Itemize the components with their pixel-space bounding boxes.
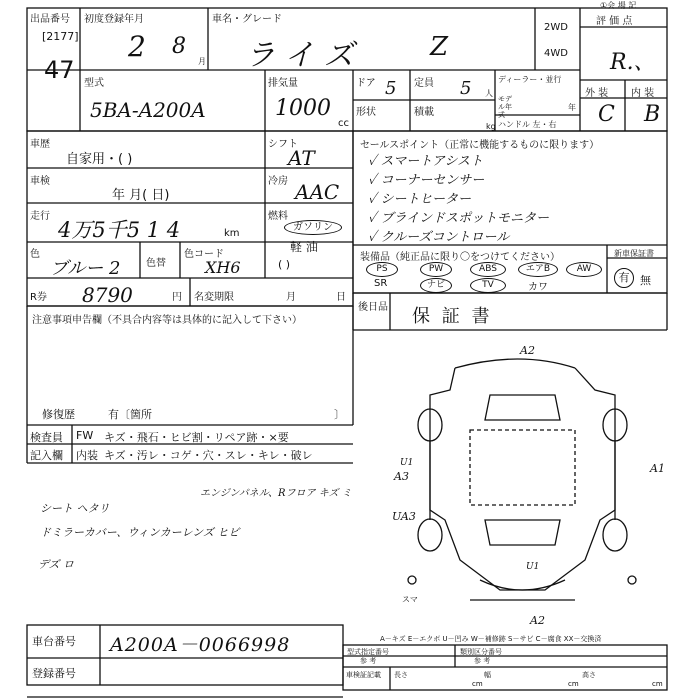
- grade: Z: [430, 32, 449, 62]
- inspection-value: 年 月( 日): [112, 188, 170, 203]
- type-designation-label: 型式指定番号: [347, 648, 389, 656]
- color-value: ブルー 2: [50, 258, 121, 279]
- cc-unit: cc: [338, 118, 349, 129]
- eval-score: R.、: [610, 50, 656, 75]
- inspector-interior: 内装: [76, 449, 98, 462]
- dealer-label: ディーラー・並行: [498, 75, 562, 84]
- length-cm: cm: [472, 680, 483, 688]
- color-label: 色: [30, 249, 40, 260]
- list-item: ✓ コーナーセンサー: [368, 173, 485, 188]
- note-line-1: シート ヘタリ: [40, 502, 110, 515]
- capacity-label: 定員: [414, 78, 434, 89]
- model-code: 5BA-A200A: [90, 98, 206, 122]
- capacity: 5: [460, 78, 472, 99]
- damage-mark: A2: [530, 614, 545, 627]
- equip-navi: ナビ: [420, 278, 452, 293]
- equip-airbag: エアB: [518, 262, 558, 277]
- interior-label: 内 装: [631, 88, 655, 99]
- car-name: ライズ: [245, 38, 364, 73]
- fuel-gasoline: ガソリン: [284, 220, 342, 235]
- scratch-note: スマ: [402, 595, 418, 604]
- list-item: ✓ シートヒーター: [368, 192, 472, 207]
- first-reg-label: 初度登録年月: [84, 14, 144, 25]
- history-value: 自家用・( ): [66, 152, 133, 167]
- damage-mark: U1: [526, 562, 540, 572]
- handle-label: ハンドル 左・右: [498, 120, 557, 129]
- fuel-label: 燃料: [268, 211, 288, 222]
- car-diagram: [408, 359, 636, 600]
- list-item: ✓ ブラインドスポットモニター: [368, 211, 550, 226]
- inspector-label: 検査員: [30, 431, 63, 444]
- recycle-label: R券: [30, 292, 47, 303]
- width-cm: cm: [568, 680, 579, 688]
- chassis-number: A200A－0066998: [110, 634, 291, 656]
- repair-label: 修復歴: [42, 408, 75, 421]
- displacement: 1000: [275, 96, 331, 121]
- yen-unit: 円: [172, 292, 182, 303]
- inspector-row1: キズ・飛石・ヒビ割・リペア跡・×要: [104, 431, 289, 444]
- color-swap-label: 色替: [146, 258, 166, 269]
- exterior-grade: C: [598, 102, 615, 127]
- nc-day: 日: [336, 292, 346, 303]
- width-label: 幅: [484, 671, 491, 679]
- name-change-label: 名変期限: [194, 292, 234, 303]
- shift-label: シフト: [268, 139, 298, 150]
- inspector-label2: 記入欄: [30, 449, 63, 462]
- equip-leather: カワ: [528, 282, 548, 293]
- equip-abs: ABS: [470, 262, 506, 277]
- note-line-1b: エンジンパネル、Rフロア キズ ミ: [200, 488, 352, 499]
- after-items-label: 後日品: [358, 302, 388, 313]
- top-right-note: ①会 場 記: [600, 1, 637, 10]
- type-ref-label: 参 考: [360, 657, 377, 665]
- car-label: 車名・グレード: [212, 14, 282, 25]
- list-item: ✓ クルーズコントロール: [368, 230, 510, 245]
- shape-label: 形状: [356, 107, 376, 118]
- sales-points-label: セールスポイント（正常に機能するものに限ります）: [360, 140, 600, 151]
- note-line-3: デズ ロ: [38, 558, 75, 571]
- drive-4wd: 4WD: [544, 48, 568, 59]
- doors-label: ドア: [356, 78, 376, 89]
- km-unit: km: [224, 228, 240, 239]
- damage-mark: A3: [394, 470, 409, 483]
- inspection-label: 車検: [30, 176, 50, 187]
- reg-month: 8: [172, 34, 186, 59]
- interior-grade: B: [644, 102, 661, 127]
- size-ref-label: 車検証記載: [346, 671, 381, 679]
- equip-sr: SR: [374, 278, 388, 289]
- repair-close: 〕: [334, 408, 345, 421]
- repair-value: 有〔箇所: [108, 408, 152, 421]
- equip-ps: PS: [366, 262, 398, 277]
- inspector-fw: FW: [76, 429, 94, 442]
- fuel-diesel: 軽 油: [290, 240, 318, 254]
- warranty-label: 新車保証書: [614, 249, 654, 258]
- history-label: 車歴: [30, 139, 50, 150]
- ref-number: [2177]: [42, 30, 79, 43]
- mileage-label: 走行: [30, 211, 50, 222]
- year-unit: 年: [568, 103, 576, 112]
- note-line-2: ドミラーカバー、ウィンカーレンズ ヒビ: [40, 526, 240, 539]
- category-label: 類別区分番号: [460, 648, 502, 656]
- damage-mark: A1: [650, 462, 665, 475]
- equipment-label: 装備品（純正品に限り〇をつけてください）: [360, 252, 560, 263]
- doors: 5: [385, 78, 397, 99]
- reg-year: 2: [128, 30, 146, 63]
- inspector-row2: キズ・汚レ・コゲ・穴・スレ・キレ・破レ: [104, 449, 313, 462]
- exterior-label: 外 装: [585, 88, 609, 99]
- disp-label: 排気量: [268, 78, 298, 89]
- fuel-other: ( ): [278, 258, 291, 271]
- equip-pw: PW: [420, 262, 452, 277]
- kg-unit: kg: [486, 122, 496, 131]
- ac-label: 冷房: [268, 176, 288, 187]
- recycle-value: 8790: [82, 283, 133, 307]
- length-label: 長さ: [394, 671, 408, 679]
- model-label: 型式: [84, 78, 104, 89]
- shift-value: AT: [288, 146, 315, 170]
- color-code-label: 色コード: [184, 249, 224, 260]
- after-items-value: 保 証 書: [412, 306, 493, 327]
- list-item: ✓ スマートアシスト: [368, 154, 483, 169]
- mileage-value: 4万5千5 1 4: [58, 218, 181, 242]
- load-label: 積載: [414, 107, 434, 118]
- warranty-yes: 有: [614, 268, 634, 288]
- equip-aw: AW: [566, 262, 602, 277]
- month-suffix: 月: [198, 57, 206, 66]
- height-label: 高さ: [582, 671, 596, 679]
- notes-label: 注意事項申告欄（不具合内容等は具体的に記入して下さい）: [32, 315, 302, 326]
- damage-mark: UA3: [392, 510, 416, 523]
- warranty-no: 無: [640, 274, 651, 287]
- lot-label: 出品番号: [30, 14, 70, 25]
- height-cm: cm: [652, 680, 663, 688]
- category-ref-label: 参 考: [474, 657, 491, 665]
- lot-number: 47: [44, 56, 75, 84]
- nc-month: 月: [286, 292, 296, 303]
- chassis-label: 車台番号: [32, 635, 76, 648]
- damage-mark: U1: [400, 458, 414, 468]
- sales-points-list: [368, 150, 549, 245]
- color-code: XH6: [205, 258, 241, 277]
- model-year-label: モデル年式: [498, 95, 512, 119]
- eval-label: 評 価 点: [596, 16, 633, 27]
- damage-mark: A2: [520, 344, 535, 357]
- drive-2wd: 2WD: [544, 22, 568, 33]
- reg-label: 登録番号: [32, 667, 76, 680]
- ac-value: AAC: [295, 180, 340, 204]
- person-unit: 人: [485, 89, 493, 98]
- equip-tv: TV: [470, 278, 506, 293]
- damage-legend: A－キズ E－エクボ U－凹み W－補修跡 S－サビ C－腐食 XX－交換済: [380, 635, 602, 643]
